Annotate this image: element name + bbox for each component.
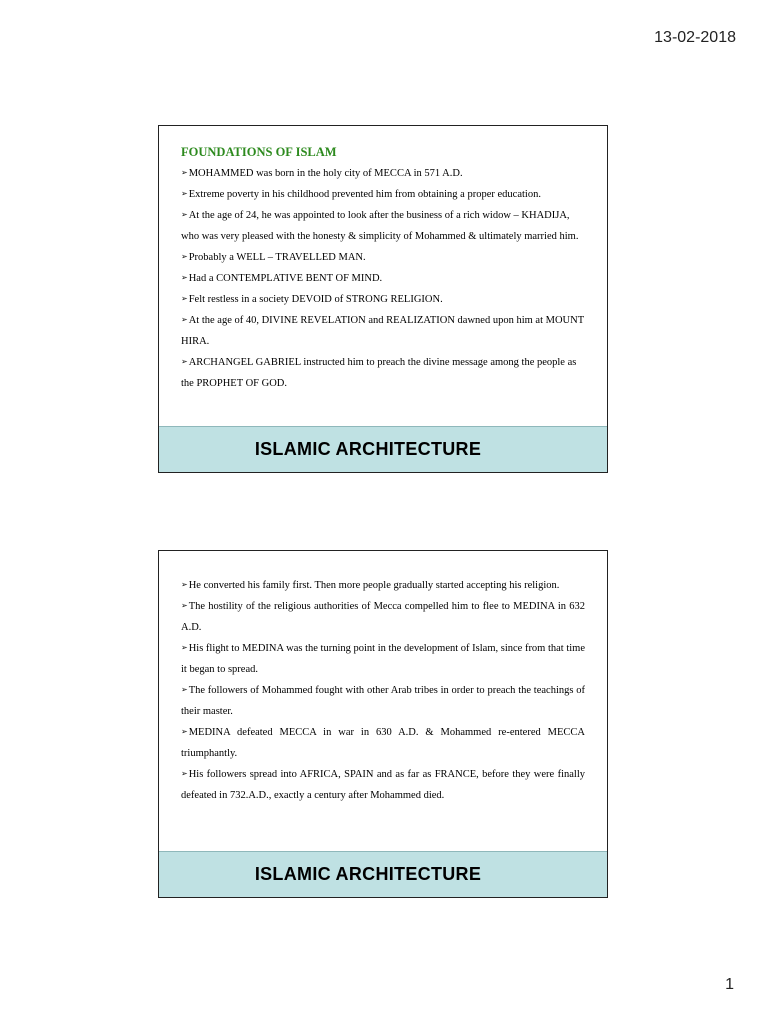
bullet-item: ➢His flight to MEDINA was the turning point in the development of Islam, since from that time it began to spread. [181, 643, 586, 675]
slide-heading: FOUNDATIONS OF ISLAM [181, 145, 337, 159]
bullet-item: ➢MEDINA defeated MECCA in war in 630 A.D. & Mohammed re-entered MECCA triumphantly. [181, 727, 585, 759]
arrowhead-bullet-icon: ➢ [181, 252, 188, 261]
arrowhead-bullet-icon: ➢ [181, 601, 188, 610]
bullet-item: ➢Probably a WELL – TRAVELLED MAN. [181, 252, 366, 263]
arrowhead-bullet-icon: ➢ [181, 727, 188, 736]
slide-2 [158, 550, 608, 898]
bullet-item: ➢His followers spread into AFRICA, SPAIN and as far as FRANCE, before they were finally defeated in 732.A.D., exactly a century after Mohammed died. [181, 769, 585, 801]
bullet-item: ➢The hostility of the religious authorities of Mecca compelled him to flee to MEDINA in 632 A.D. [181, 601, 585, 633]
slide-footer-title: ISLAMIC ARCHITECTURE [254, 439, 482, 459]
slide-body [159, 126, 607, 428]
arrowhead-bullet-icon: ➢ [181, 580, 188, 589]
arrowhead-bullet-icon: ➢ [181, 769, 188, 778]
arrowhead-bullet-icon: ➢ [181, 210, 188, 219]
slide-footer-title: ISLAMIC ARCHITECTURE [254, 864, 482, 884]
bullet-item: ➢Extreme poverty in his childhood prevented him from obtaining a proper education. [181, 189, 541, 200]
arrowhead-bullet-icon: ➢ [181, 168, 188, 177]
bullet-item: ➢At the age of 40, DIVINE REVELATION and REALIZATION dawned upon him at MOUNT HIRA. [181, 315, 584, 347]
bullet-item: ➢Had a CONTEMPLATIVE BENT OF MIND. [181, 273, 383, 284]
arrowhead-bullet-icon: ➢ [181, 315, 188, 324]
arrowhead-bullet-icon: ➢ [181, 357, 188, 366]
slide-body [159, 551, 607, 853]
bullet-item: ➢ARCHANGEL GABRIEL instructed him to preach the divine message among the people as the PROPHET OF GOD. [181, 357, 577, 389]
page-date: 13-02-2018 [654, 29, 736, 46]
slide-footer-banner [159, 426, 607, 472]
page-number: 1 [725, 976, 734, 993]
slide-1 [158, 125, 608, 473]
bullet-item: ➢He converted his family first. Then more people gradually started accepting his religion. [181, 580, 560, 591]
arrowhead-bullet-icon: ➢ [181, 294, 188, 303]
bullet-item: ➢At the age of 24, he was appointed to look after the business of a rich widow – KHADIJA, who was very pleased with the honesty & simplicity of Mohammed & ultimately married him. [181, 210, 579, 242]
bullet-item: ➢MOHAMMED was born in the holy city of MECCA in 571 A.D. [181, 168, 463, 179]
arrowhead-bullet-icon: ➢ [181, 189, 188, 198]
arrowhead-bullet-icon: ➢ [181, 643, 188, 652]
bullet-item: ➢The followers of Mohammed fought with other Arab tribes in order to preach the teachings of their master. [181, 685, 585, 717]
slide-footer-banner [159, 851, 607, 897]
bullet-item: ➢Felt restless in a society DEVOID of STRONG RELIGION. [181, 294, 443, 305]
arrowhead-bullet-icon: ➢ [181, 685, 188, 694]
arrowhead-bullet-icon: ➢ [181, 273, 188, 282]
